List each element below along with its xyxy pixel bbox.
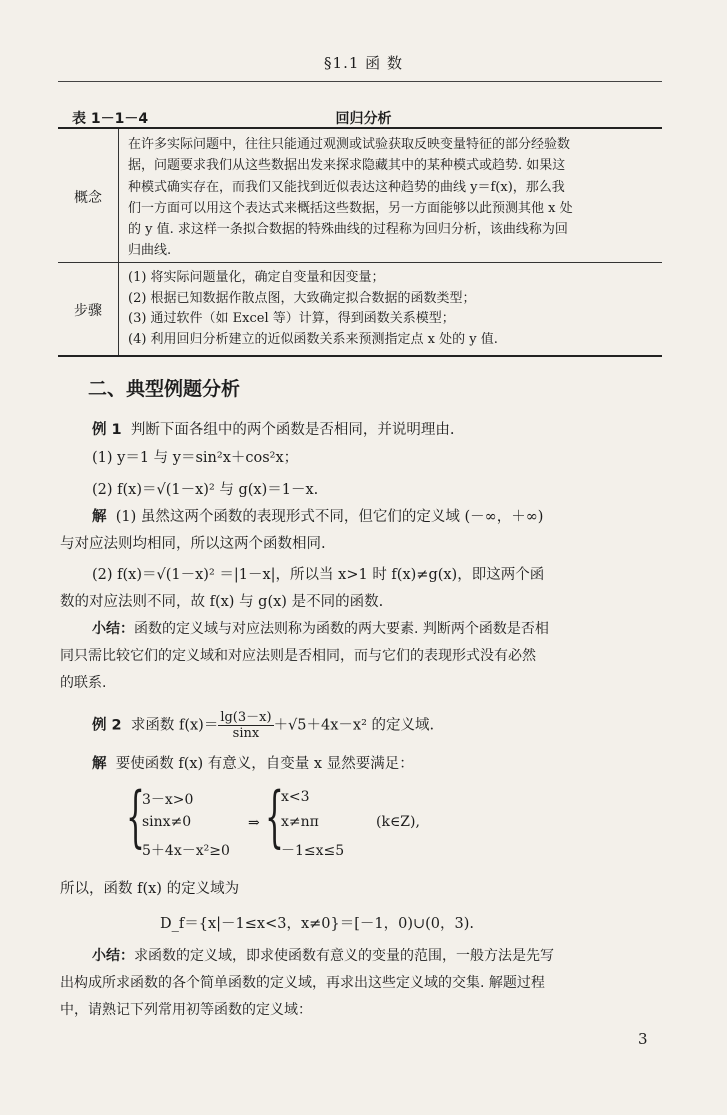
example-1-item-2: (2) f(x)＝√(1－x)² 与 g(x)＝1－x. [92,482,319,498]
concept-row-head: 概念 [74,190,102,206]
implies-arrow: ⇒ [248,815,260,831]
right-brace: { [265,778,284,855]
example-1-question [92,418,696,439]
fraction-numerator: lg(3－x) [220,710,272,725]
domain-result: D_f＝{x|－1≤x<3，x≠0}＝[－1，0)∪(0，3). [160,916,475,932]
example-2-question [92,710,696,741]
step-line: (4) 利用回归分析建立的近似函数关系来预测指定点 x 处的 y 值. [128,331,498,347]
summary-text: 求函数的定义域，即求使函数有意义的变量的范围，一般方法是先写 [134,948,554,964]
concept-line: 们一方面可以用这个表达式来概括这些数据，另一方面能够以此预测其他 x 处 [128,200,573,216]
example-2-summary-cont: 出构成所求函数的各个简单函数的定义域，再求出这些定义域的交集. 解题过程 [60,975,545,991]
section-title: 二、典型例题分析 [88,378,241,400]
left-brace: { [126,778,145,855]
solution-label: 解 [92,509,107,525]
summary-label: 小结： [92,621,134,637]
steps-row-head: 步骤 [74,303,102,319]
running-header: §1.1 函 数 [324,54,403,72]
concept-line: 种模式确实存在，而我们又能找到近似表达这种趋势的曲线 y＝f(x)，那么我 [128,179,565,195]
case-right-1: x<3 [281,789,310,805]
question-prefix: 求函数 f(x)＝ [130,717,219,734]
table-top-rule [58,127,662,129]
step-line: (2) 根据已知数据作散点图，大致确定拟合数据的函数类型； [128,290,476,306]
example-2-conclusion: 所以，函数 f(x) 的定义域为 [60,881,240,897]
solution-label: 解 [92,756,107,772]
example-2-solution [92,752,696,773]
case-condition: (k∈Z), [376,814,420,830]
table-bottom-rule [58,355,662,357]
example-1-solution-2-cont: 数的对应法则不同，故 f(x) 与 g(x) 是不同的函数. [60,594,384,610]
solution-text: 要使函数 f(x) 有意义，自变量 x 显然要满足： [115,756,414,772]
concept-line: 在许多实际问题中，往往只能通过观测或试验获取反映变量特征的部分经验数 [128,137,571,152]
concept-line: 的 y 值. 求这样一条拟合数据的特殊曲线的过程称为回归分析，该曲线称为回 [128,222,568,238]
table-column-divider [118,129,119,355]
table-label: 表 1－1－4 [72,111,149,127]
example-1-summary-end: 的联系. [60,675,107,691]
example-1-item-1: (1) y＝1 与 y＝sin²x＋cos²x； [92,450,299,466]
example-1-solution-1-cont: 与对应法则均相同，所以这两个函数相同. [60,536,326,552]
example-1-label: 例 1 [92,422,122,438]
concept-cell [128,134,658,262]
example-2-label: 例 2 [92,717,122,734]
example-1-summary [92,618,696,638]
table-mid-rule [58,262,662,263]
summary-text: 函数的定义域与对应法则称为函数的两大要素. 判断两个函数是否相 [134,621,549,637]
case-right-3: －1≤x≤5 [281,843,345,859]
header-rule [58,81,662,82]
step-line: (1) 将实际问题量化，确定自变量和因变量； [128,270,385,285]
steps-cell [128,268,658,350]
solution-text: (1) 虽然这两个函数的表现形式不同，但它们的定义域 (－∞，＋∞) [115,509,544,525]
example-2-summary-end: 中，请熟记下列常用初等函数的定义域： [60,1002,312,1018]
case-right-2: x≠nπ [281,814,319,830]
concept-line: 归曲线. [128,243,172,259]
question-suffix: ＋√5＋4x－x² 的定义域. [273,717,435,734]
page-number: 3 [638,1030,648,1048]
example-1-text: 判断下面各组中的两个函数是否相同，并说明理由. [130,422,455,438]
case-left-3: 5＋4x－x²≥0 [142,843,230,859]
summary-label: 小结： [92,948,134,964]
case-left-1: 3－x>0 [142,792,194,808]
fraction [218,710,273,741]
example-1-summary-cont: 同只需比较它们的定义域和对应法则是否相同，而与它们的表现形式没有必然 [60,648,536,664]
case-left-2: sinx≠0 [142,814,192,830]
concept-line: 据，问题要求我们从这些数据出发来探求隐藏其中的某种模式或趋势. 如果这 [128,158,566,174]
step-line: (3) 通过软件（如 Excel 等）计算，得到函数关系模型； [128,311,455,326]
table-title: 回归分析 [335,111,392,127]
example-1-solution-2: (2) f(x)＝√(1－x)² ＝|1－x|，所以当 x>1 时 f(x)≠g(x)，即这两个函 [92,567,545,583]
example-2-summary [92,945,696,965]
fraction-denominator: sinx [232,726,260,741]
example-1-solution-1 [92,505,696,526]
